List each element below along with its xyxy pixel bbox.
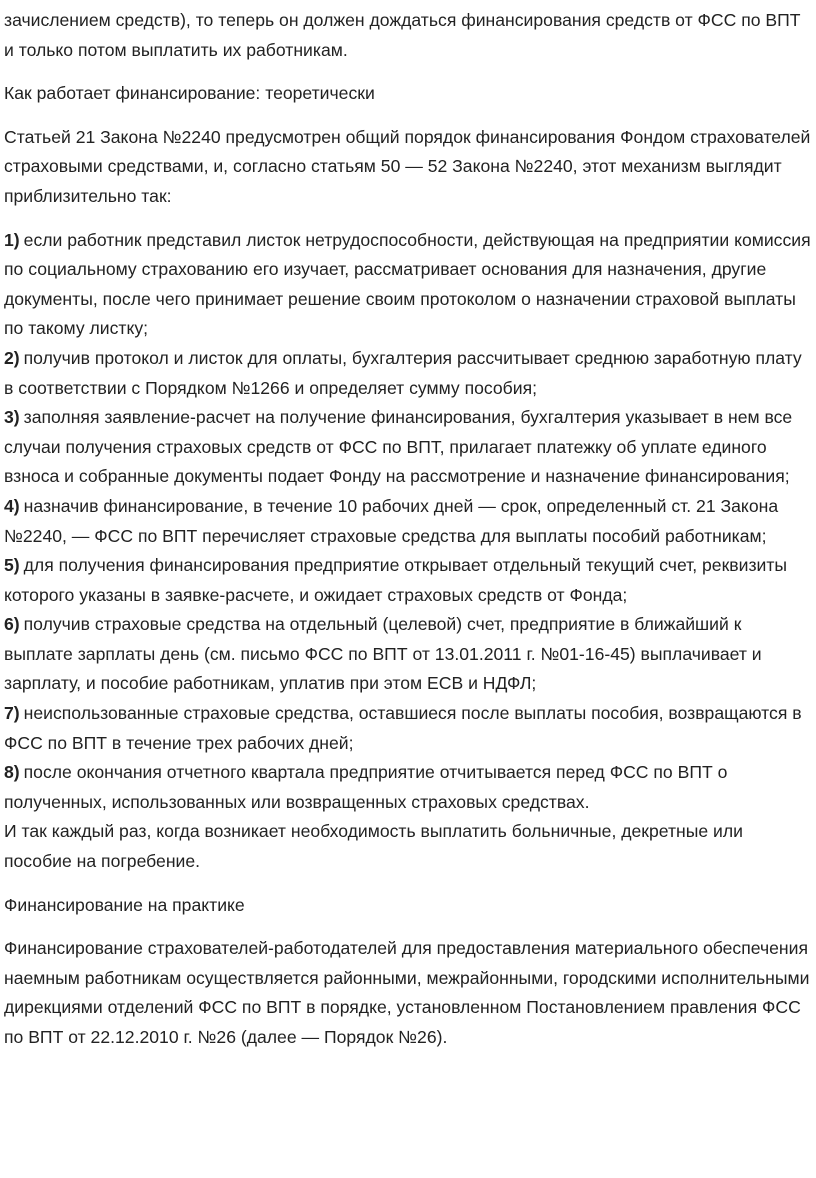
list-item-number: 5) bbox=[4, 555, 20, 576]
list-item-text: заполняя заявление-расчет на получение финансирования, бухгалтерия указывает в нем все случаи получения страховых средств от ФСС по ВПТ, прилагает платежку об уплате единого взноса и собранные документы подает Фонду на рассмотрение и назначение финансирования; bbox=[4, 407, 793, 487]
list-item-text: назначив финансирование, в течение 10 рабочих дней — срок, определенный ст. 21 Закона №2240, — ФСС по ВПТ перечисляет страховые средства для выплаты пособий работникам; bbox=[4, 495, 779, 546]
list-item-text: после окончания отчетного квартала предприятие отчитывается перед ФСС по ВПТ о полученных, использованных или возвращенных страховых средствах. bbox=[4, 762, 728, 812]
list-item-text: для получения финансирования предприятие открывает отдельный текущий счет, реквизиты которого указаны в заявке-расчете, и ожидает страховых средств от Фонда; bbox=[4, 555, 788, 605]
section-heading-theory: Как работает финансирование: теоретически bbox=[4, 83, 375, 104]
list-item-number: 2) bbox=[4, 347, 20, 368]
list-item-number: 1) bbox=[4, 229, 20, 250]
list-item bbox=[4, 492, 814, 551]
intro-paragraph: зачислением средств), то теперь он должен дождаться финансирования средств от ФСС по ВПТ и только потом выплатить их работникам. bbox=[4, 10, 801, 60]
closing-line: И так каждый раз, когда возникает необходимость выплатить больничные, декретные или пособие на погребение. bbox=[4, 821, 743, 872]
list-item bbox=[4, 758, 814, 817]
list-item-number: 7) bbox=[4, 703, 20, 724]
theory-paragraph: Статьей 21 Закона №2240 предусмотрен общий порядок финансирования Фондом страхователей страховыми средствами, и, согласно статьям 50 — 52 Закона №2240, этот механизм выглядит приблизительно так: bbox=[4, 126, 811, 206]
practice-paragraph: Финансирование страхователей-работодателей для предоставления материального обеспечения наемным работникам осуществляется районными, межрайонными, городскими исполнительными дирекциями отделений ФСС по ВПТ в порядке, установленном Постановлением правления ФСС по ВПТ от 22.12.2010 г. №26 (далее — Порядок №26). bbox=[4, 938, 810, 1047]
list-item bbox=[4, 403, 814, 492]
section-heading-practice: Финансирование на практике bbox=[4, 894, 245, 915]
list-item-number: 3) bbox=[4, 407, 20, 428]
list-item-text: получив страховые средства на отдельный (целевой) счет, предприятие в ближайший к выплате зарплаты день (см. письмо ФСС по ВПТ от 13.01.2011 г. №01-16-45) выплачивает и зарплату, и пособие работникам, уплатив при этом ЕСВ и НДФЛ; bbox=[4, 614, 762, 694]
list-item bbox=[4, 344, 814, 403]
list-item bbox=[4, 551, 814, 610]
list-item-text: если работник представил листок нетрудоспособности, действующая на предприятии комиссия по социальному страхованию его изучает, рассматривает основания для назначения, другие документы, после чего принимает решение своим протоколом о назначении страховой выплаты по такому листку; bbox=[4, 229, 811, 339]
list-item bbox=[4, 699, 814, 758]
list-item-text: получив протокол и листок для оплаты, бухгалтерия рассчитывает среднюю заработную плату в соответствии с Порядком №1266 и определяет сумму пособия; bbox=[4, 347, 802, 398]
list-item bbox=[4, 226, 814, 344]
list-item bbox=[4, 610, 814, 699]
list-item-number: 8) bbox=[4, 762, 20, 783]
list-item-number: 6) bbox=[4, 614, 20, 635]
steps-list bbox=[4, 226, 816, 877]
list-item-text: неиспользованные страховые средства, оставшиеся после выплаты пособия, возвращаются в ФСС по ВПТ в течение трех рабочих дней; bbox=[4, 703, 802, 753]
list-item-number: 4) bbox=[4, 495, 20, 516]
